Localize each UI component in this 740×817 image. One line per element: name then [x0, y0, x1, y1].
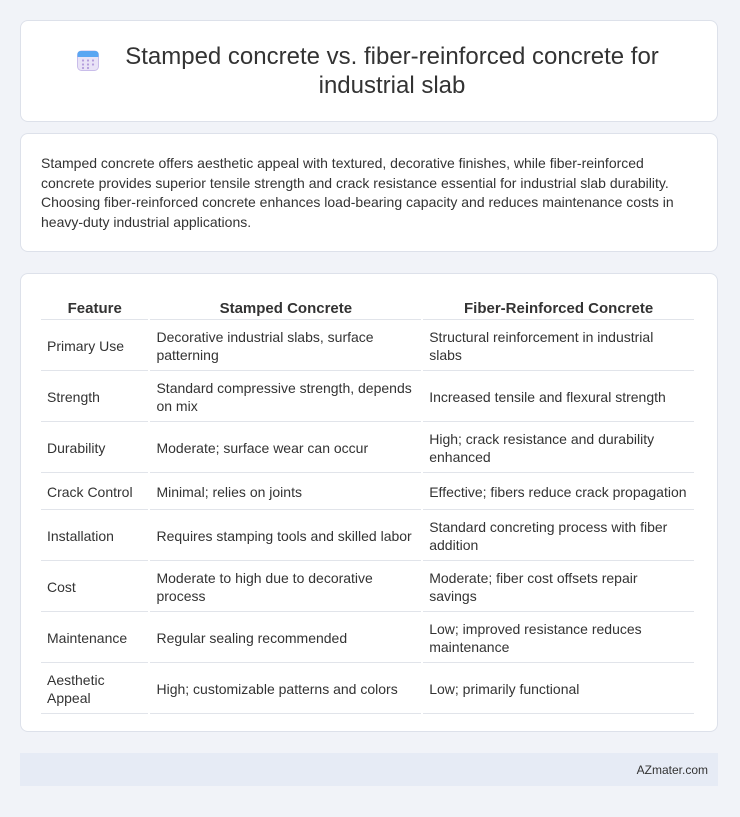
- intro-text: Stamped concrete offers aesthetic appeal with textured, decorative finishes, while fiber-reinforced concrete provides superior tensile strength and crack resistance essential for industrial slab durability. Choosing fiber-reinforced concrete enhances load-bearing capacity and reduces maintenance costs in heavy-duty industrial applications.: [41, 155, 674, 230]
- feature-cell: Strength: [41, 373, 148, 422]
- footer-brand[interactable]: AZmater.com: [636, 762, 708, 777]
- stamped-cell: High; customizable patterns and colors: [150, 665, 421, 714]
- fiber-cell: Increased tensile and flexural strength: [423, 373, 694, 422]
- stamped-cell: Regular sealing recommended: [150, 614, 421, 663]
- table-row: [41, 614, 694, 663]
- column-header-stamped: Stamped Concrete: [150, 296, 421, 320]
- stamped-cell: Decorative industrial slabs, surface patterning: [150, 322, 421, 371]
- feature-cell: Crack Control: [41, 475, 148, 510]
- title-wrap: [76, 42, 662, 100]
- table-row: [41, 373, 694, 422]
- stamped-cell: Moderate; surface wear can occur: [150, 424, 421, 473]
- calendar-icon: [76, 48, 100, 72]
- stamped-cell: Standard compressive strength, depends on mix: [150, 373, 421, 422]
- table-row: [41, 424, 694, 473]
- feature-cell: Maintenance: [41, 614, 148, 663]
- stamped-cell: Minimal; relies on joints: [150, 475, 421, 510]
- column-header-fiber: Fiber-Reinforced Concrete: [423, 296, 694, 320]
- fiber-cell: Effective; fibers reduce crack propagation: [423, 475, 694, 510]
- stamped-cell: Moderate to high due to decorative process: [150, 563, 421, 612]
- feature-cell: Installation: [41, 512, 148, 561]
- feature-cell: Primary Use: [41, 322, 148, 371]
- stamped-cell: Requires stamping tools and skilled labor: [150, 512, 421, 561]
- fiber-cell: Moderate; fiber cost offsets repair savings: [423, 563, 694, 612]
- table-row: [41, 322, 694, 371]
- feature-cell: Cost: [41, 563, 148, 612]
- fiber-cell: Structural reinforcement in industrial slabs: [423, 322, 694, 371]
- column-header-feature: Feature: [41, 296, 148, 320]
- fiber-cell: Low; improved resistance reduces maintenance: [423, 614, 694, 663]
- fiber-cell: Standard concreting process with fiber addition: [423, 512, 694, 561]
- intro-card: [20, 133, 718, 252]
- feature-cell: Aesthetic Appeal: [41, 665, 148, 714]
- table-header-row: [41, 296, 694, 320]
- fiber-cell: Low; primarily functional: [423, 665, 694, 714]
- comparison-table: [39, 294, 696, 716]
- fiber-cell: High; crack resistance and durability enhanced: [423, 424, 694, 473]
- page-title: Stamped concrete vs. fiber-reinforced concrete for industrial slab: [125, 43, 659, 99]
- table-row: [41, 665, 694, 714]
- comparison-card: [20, 273, 718, 732]
- footer: [20, 753, 718, 786]
- feature-cell: Durability: [41, 424, 148, 473]
- table-row: [41, 512, 694, 561]
- title-card: [20, 20, 718, 122]
- table-row: [41, 563, 694, 612]
- table-row: [41, 475, 694, 510]
